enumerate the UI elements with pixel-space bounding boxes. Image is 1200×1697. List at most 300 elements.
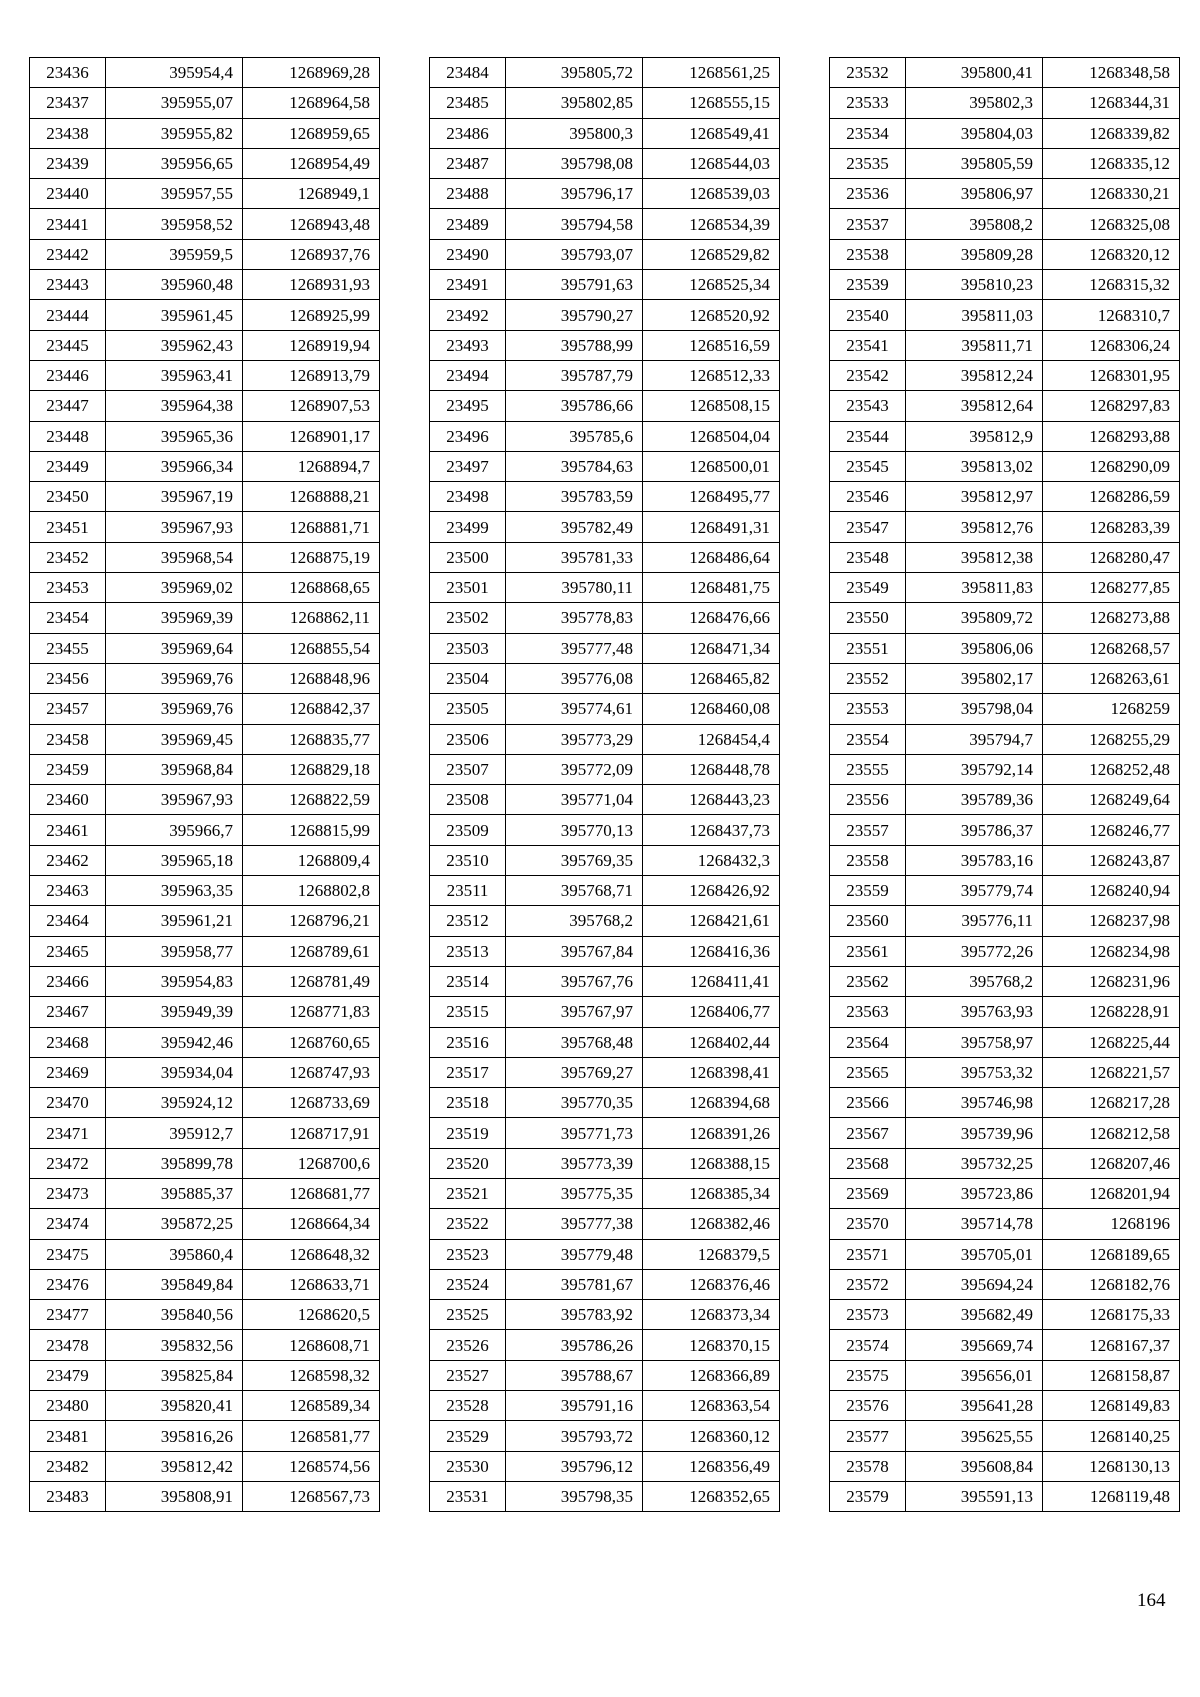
point-number-cell: 23515 xyxy=(430,997,506,1027)
y-coordinate-cell: 1268574,56 xyxy=(243,1451,380,1481)
table-row xyxy=(830,118,1180,148)
y-coordinate-cell: 1268949,1 xyxy=(243,179,380,209)
x-coordinate-cell: 395942,46 xyxy=(106,1027,243,1057)
point-number-cell: 23436 xyxy=(30,58,106,88)
y-coordinate-cell: 1268581,77 xyxy=(243,1421,380,1451)
x-coordinate-cell: 395969,64 xyxy=(106,633,243,663)
x-coordinate-cell: 395812,64 xyxy=(906,391,1043,421)
y-coordinate-cell: 1268512,33 xyxy=(643,360,780,390)
point-number-cell: 23473 xyxy=(30,1178,106,1208)
y-coordinate-cell: 1268789,61 xyxy=(243,936,380,966)
y-coordinate-cell: 1268263,61 xyxy=(1043,663,1180,693)
y-coordinate-cell: 1268402,44 xyxy=(643,1027,780,1057)
x-coordinate-cell: 395772,26 xyxy=(906,936,1043,966)
point-number-cell: 23446 xyxy=(30,360,106,390)
x-coordinate-cell: 395849,84 xyxy=(106,1269,243,1299)
y-coordinate-cell: 1268388,15 xyxy=(643,1148,780,1178)
x-coordinate-cell: 395768,71 xyxy=(506,876,643,906)
point-number-cell: 23521 xyxy=(430,1178,506,1208)
y-coordinate-cell: 1268907,53 xyxy=(243,391,380,421)
x-coordinate-cell: 395967,93 xyxy=(106,512,243,542)
x-coordinate-cell: 395714,78 xyxy=(906,1209,1043,1239)
x-coordinate-cell: 395763,93 xyxy=(906,997,1043,1027)
table-row xyxy=(830,573,1180,603)
x-coordinate-cell: 395798,08 xyxy=(506,148,643,178)
table-row xyxy=(30,1421,380,1451)
table-row xyxy=(830,785,1180,815)
table-row xyxy=(430,936,780,966)
y-coordinate-cell: 1268335,12 xyxy=(1043,148,1180,178)
point-number-cell: 23514 xyxy=(430,966,506,996)
y-coordinate-cell: 1268733,69 xyxy=(243,1088,380,1118)
y-coordinate-cell: 1268529,82 xyxy=(643,239,780,269)
y-coordinate-cell: 1268348,58 xyxy=(1043,58,1180,88)
point-number-cell: 23510 xyxy=(430,845,506,875)
y-coordinate-cell: 1268608,71 xyxy=(243,1330,380,1360)
point-number-cell: 23438 xyxy=(30,118,106,148)
point-number-cell: 23452 xyxy=(30,542,106,572)
table-row xyxy=(830,239,1180,269)
point-number-cell: 23467 xyxy=(30,997,106,1027)
y-coordinate-cell: 1268476,66 xyxy=(643,603,780,633)
point-number-cell: 23451 xyxy=(30,512,106,542)
y-coordinate-cell: 1268255,29 xyxy=(1043,724,1180,754)
y-coordinate-cell: 1268119,48 xyxy=(1043,1481,1180,1511)
table-row xyxy=(830,966,1180,996)
y-coordinate-cell: 1268539,03 xyxy=(643,179,780,209)
x-coordinate-cell: 395969,45 xyxy=(106,724,243,754)
x-coordinate-cell: 395778,83 xyxy=(506,603,643,633)
point-number-cell: 23537 xyxy=(830,209,906,239)
x-coordinate-cell: 395793,72 xyxy=(506,1421,643,1451)
point-number-cell: 23461 xyxy=(30,815,106,845)
point-number-cell: 23492 xyxy=(430,300,506,330)
table-row xyxy=(830,906,1180,936)
point-number-cell: 23465 xyxy=(30,936,106,966)
y-coordinate-cell: 1268544,03 xyxy=(643,148,780,178)
point-number-cell: 23536 xyxy=(830,179,906,209)
point-number-cell: 23538 xyxy=(830,239,906,269)
table-row xyxy=(30,542,380,572)
point-number-cell: 23478 xyxy=(30,1330,106,1360)
x-coordinate-cell: 395825,84 xyxy=(106,1360,243,1390)
x-coordinate-cell: 395788,99 xyxy=(506,330,643,360)
page-number: 164 xyxy=(1137,1590,1166,1611)
table-row xyxy=(430,966,780,996)
table-row xyxy=(430,1360,780,1390)
table-row xyxy=(830,58,1180,88)
y-coordinate-cell: 1268894,7 xyxy=(243,451,380,481)
x-coordinate-cell: 395958,77 xyxy=(106,936,243,966)
point-number-cell: 23474 xyxy=(30,1209,106,1239)
x-coordinate-cell: 395656,01 xyxy=(906,1360,1043,1390)
y-coordinate-cell: 1268286,59 xyxy=(1043,482,1180,512)
point-number-cell: 23539 xyxy=(830,270,906,300)
y-coordinate-cell: 1268598,32 xyxy=(243,1360,380,1390)
table-row xyxy=(430,724,780,754)
table-row xyxy=(30,966,380,996)
x-coordinate-cell: 395771,04 xyxy=(506,785,643,815)
x-coordinate-cell: 395773,29 xyxy=(506,724,643,754)
x-coordinate-cell: 395746,98 xyxy=(906,1088,1043,1118)
point-number-cell: 23519 xyxy=(430,1118,506,1148)
table-row xyxy=(430,179,780,209)
point-number-cell: 23489 xyxy=(430,209,506,239)
table-row xyxy=(30,1451,380,1481)
point-number-cell: 23569 xyxy=(830,1178,906,1208)
point-number-cell: 23511 xyxy=(430,876,506,906)
y-coordinate-cell: 1268344,31 xyxy=(1043,88,1180,118)
table-row xyxy=(830,936,1180,966)
x-coordinate-cell: 395968,54 xyxy=(106,542,243,572)
x-coordinate-cell: 395786,26 xyxy=(506,1330,643,1360)
point-number-cell: 23476 xyxy=(30,1269,106,1299)
table-row xyxy=(430,330,780,360)
x-coordinate-cell: 395787,79 xyxy=(506,360,643,390)
x-coordinate-cell: 395753,32 xyxy=(906,1057,1043,1087)
y-coordinate-cell: 1268385,34 xyxy=(643,1178,780,1208)
point-number-cell: 23498 xyxy=(430,482,506,512)
table-row xyxy=(830,1088,1180,1118)
table-row xyxy=(30,300,380,330)
x-coordinate-cell: 395805,72 xyxy=(506,58,643,88)
y-coordinate-cell: 1268969,28 xyxy=(243,58,380,88)
y-coordinate-cell: 1268130,13 xyxy=(1043,1451,1180,1481)
table-row xyxy=(30,421,380,451)
x-coordinate-cell: 395809,72 xyxy=(906,603,1043,633)
y-coordinate-cell: 1268520,92 xyxy=(643,300,780,330)
point-number-cell: 23437 xyxy=(30,88,106,118)
table-row xyxy=(430,421,780,451)
y-coordinate-cell: 1268842,37 xyxy=(243,694,380,724)
table-row xyxy=(430,542,780,572)
point-number-cell: 23477 xyxy=(30,1300,106,1330)
y-coordinate-cell: 1268201,94 xyxy=(1043,1178,1180,1208)
x-coordinate-cell: 395758,97 xyxy=(906,1027,1043,1057)
table-row xyxy=(30,179,380,209)
point-number-cell: 23513 xyxy=(430,936,506,966)
table-row xyxy=(430,1300,780,1330)
point-number-cell: 23505 xyxy=(430,694,506,724)
y-coordinate-cell: 1268465,82 xyxy=(643,663,780,693)
y-coordinate-cell: 1268504,04 xyxy=(643,421,780,451)
x-coordinate-cell: 395966,7 xyxy=(106,815,243,845)
y-coordinate-cell: 1268959,65 xyxy=(243,118,380,148)
y-coordinate-cell: 1268283,39 xyxy=(1043,512,1180,542)
y-coordinate-cell: 1268881,71 xyxy=(243,512,380,542)
point-number-cell: 23566 xyxy=(830,1088,906,1118)
x-coordinate-cell: 395798,04 xyxy=(906,694,1043,724)
y-coordinate-cell: 1268954,49 xyxy=(243,148,380,178)
table-row xyxy=(30,270,380,300)
y-coordinate-cell: 1268486,64 xyxy=(643,542,780,572)
x-coordinate-cell: 395934,04 xyxy=(106,1057,243,1087)
y-coordinate-cell: 1268411,41 xyxy=(643,966,780,996)
point-number-cell: 23517 xyxy=(430,1057,506,1087)
y-coordinate-cell: 1268252,48 xyxy=(1043,754,1180,784)
point-number-cell: 23530 xyxy=(430,1451,506,1481)
point-number-cell: 23499 xyxy=(430,512,506,542)
table-row xyxy=(30,451,380,481)
y-coordinate-cell: 1268454,4 xyxy=(643,724,780,754)
point-number-cell: 23460 xyxy=(30,785,106,815)
x-coordinate-cell: 395772,09 xyxy=(506,754,643,784)
table-row xyxy=(30,1148,380,1178)
table-row xyxy=(430,239,780,269)
table-row xyxy=(830,876,1180,906)
point-number-cell: 23441 xyxy=(30,209,106,239)
table-row xyxy=(830,1209,1180,1239)
y-coordinate-cell: 1268360,12 xyxy=(643,1421,780,1451)
y-coordinate-cell: 1268325,08 xyxy=(1043,209,1180,239)
y-coordinate-cell: 1268182,76 xyxy=(1043,1269,1180,1299)
point-number-cell: 23482 xyxy=(30,1451,106,1481)
y-coordinate-cell: 1268149,83 xyxy=(1043,1391,1180,1421)
y-coordinate-cell: 1268700,6 xyxy=(243,1148,380,1178)
table-row xyxy=(30,512,380,542)
y-coordinate-cell: 1268330,21 xyxy=(1043,179,1180,209)
point-number-cell: 23454 xyxy=(30,603,106,633)
x-coordinate-cell: 395961,45 xyxy=(106,300,243,330)
y-coordinate-cell: 1268835,77 xyxy=(243,724,380,754)
table-row xyxy=(830,1057,1180,1087)
y-coordinate-cell: 1268373,34 xyxy=(643,1300,780,1330)
point-number-cell: 23524 xyxy=(430,1269,506,1299)
x-coordinate-cell: 395962,43 xyxy=(106,330,243,360)
x-coordinate-cell: 395965,18 xyxy=(106,845,243,875)
coordinate-table-1 xyxy=(29,57,380,1512)
y-coordinate-cell: 1268228,91 xyxy=(1043,997,1180,1027)
point-number-cell: 23560 xyxy=(830,906,906,936)
y-coordinate-cell: 1268943,48 xyxy=(243,209,380,239)
point-number-cell: 23506 xyxy=(430,724,506,754)
table-row xyxy=(30,785,380,815)
x-coordinate-cell: 395732,25 xyxy=(906,1148,1043,1178)
x-coordinate-cell: 395956,65 xyxy=(106,148,243,178)
x-coordinate-cell: 395777,48 xyxy=(506,633,643,663)
point-number-cell: 23546 xyxy=(830,482,906,512)
x-coordinate-cell: 395912,7 xyxy=(106,1118,243,1148)
table-row xyxy=(430,694,780,724)
y-coordinate-cell: 1268862,11 xyxy=(243,603,380,633)
x-coordinate-cell: 395812,24 xyxy=(906,360,1043,390)
point-number-cell: 23494 xyxy=(430,360,506,390)
x-coordinate-cell: 395625,55 xyxy=(906,1421,1043,1451)
y-coordinate-cell: 1268561,25 xyxy=(643,58,780,88)
table-row xyxy=(30,906,380,936)
x-coordinate-cell: 395967,19 xyxy=(106,482,243,512)
table-row xyxy=(830,633,1180,663)
point-number-cell: 23550 xyxy=(830,603,906,633)
point-number-cell: 23444 xyxy=(30,300,106,330)
y-coordinate-cell: 1268268,57 xyxy=(1043,633,1180,663)
table-row xyxy=(30,663,380,693)
x-coordinate-cell: 395812,42 xyxy=(106,1451,243,1481)
x-coordinate-cell: 395959,5 xyxy=(106,239,243,269)
y-coordinate-cell: 1268620,5 xyxy=(243,1300,380,1330)
y-coordinate-cell: 1268919,94 xyxy=(243,330,380,360)
x-coordinate-cell: 395794,58 xyxy=(506,209,643,239)
x-coordinate-cell: 395774,61 xyxy=(506,694,643,724)
y-coordinate-cell: 1268315,32 xyxy=(1043,270,1180,300)
table-row xyxy=(830,270,1180,300)
point-number-cell: 23571 xyxy=(830,1239,906,1269)
y-coordinate-cell: 1268225,44 xyxy=(1043,1027,1180,1057)
table-row xyxy=(30,1391,380,1421)
point-number-cell: 23531 xyxy=(430,1481,506,1511)
table-row xyxy=(830,391,1180,421)
table-row xyxy=(430,1178,780,1208)
x-coordinate-cell: 395788,67 xyxy=(506,1360,643,1390)
table-row xyxy=(430,1451,780,1481)
table-row xyxy=(30,58,380,88)
table-row xyxy=(430,845,780,875)
y-coordinate-cell: 1268379,5 xyxy=(643,1239,780,1269)
table-row xyxy=(430,1148,780,1178)
point-number-cell: 23516 xyxy=(430,1027,506,1057)
point-number-cell: 23561 xyxy=(830,936,906,966)
table-row xyxy=(830,482,1180,512)
table-row xyxy=(30,1330,380,1360)
point-number-cell: 23534 xyxy=(830,118,906,148)
x-coordinate-cell: 395964,38 xyxy=(106,391,243,421)
table-body xyxy=(30,58,380,1512)
y-coordinate-cell: 1268432,3 xyxy=(643,845,780,875)
table-row xyxy=(430,603,780,633)
x-coordinate-cell: 395820,41 xyxy=(106,1391,243,1421)
y-coordinate-cell: 1268534,39 xyxy=(643,209,780,239)
y-coordinate-cell: 1268471,34 xyxy=(643,633,780,663)
point-number-cell: 23469 xyxy=(30,1057,106,1087)
x-coordinate-cell: 395840,56 xyxy=(106,1300,243,1330)
table-row xyxy=(830,754,1180,784)
point-number-cell: 23450 xyxy=(30,482,106,512)
y-coordinate-cell: 1268875,19 xyxy=(243,542,380,572)
y-coordinate-cell: 1268293,88 xyxy=(1043,421,1180,451)
x-coordinate-cell: 395949,39 xyxy=(106,997,243,1027)
point-number-cell: 23500 xyxy=(430,542,506,572)
point-number-cell: 23493 xyxy=(430,330,506,360)
coordinate-table-3 xyxy=(829,57,1180,1512)
x-coordinate-cell: 395773,39 xyxy=(506,1148,643,1178)
table-row xyxy=(30,88,380,118)
point-number-cell: 23545 xyxy=(830,451,906,481)
table-row xyxy=(830,663,1180,693)
y-coordinate-cell: 1268855,54 xyxy=(243,633,380,663)
table-row xyxy=(830,1330,1180,1360)
y-coordinate-cell: 1268421,61 xyxy=(643,906,780,936)
x-coordinate-cell: 395885,37 xyxy=(106,1178,243,1208)
x-coordinate-cell: 395781,67 xyxy=(506,1269,643,1299)
y-coordinate-cell: 1268589,34 xyxy=(243,1391,380,1421)
table-row xyxy=(430,270,780,300)
table-row xyxy=(30,1027,380,1057)
x-coordinate-cell: 395860,4 xyxy=(106,1239,243,1269)
y-coordinate-cell: 1268829,18 xyxy=(243,754,380,784)
table-row xyxy=(430,754,780,784)
point-number-cell: 23572 xyxy=(830,1269,906,1299)
table-row xyxy=(830,512,1180,542)
x-coordinate-cell: 395806,06 xyxy=(906,633,1043,663)
table-row xyxy=(430,1421,780,1451)
table-row xyxy=(30,1178,380,1208)
table-row xyxy=(430,633,780,663)
table-row xyxy=(430,1239,780,1269)
point-number-cell: 23468 xyxy=(30,1027,106,1057)
x-coordinate-cell: 395794,7 xyxy=(906,724,1043,754)
point-number-cell: 23533 xyxy=(830,88,906,118)
point-number-cell: 23568 xyxy=(830,1148,906,1178)
table-row xyxy=(830,1178,1180,1208)
point-number-cell: 23525 xyxy=(430,1300,506,1330)
table-row xyxy=(830,209,1180,239)
point-number-cell: 23555 xyxy=(830,754,906,784)
y-coordinate-cell: 1268901,17 xyxy=(243,421,380,451)
point-number-cell: 23458 xyxy=(30,724,106,754)
x-coordinate-cell: 395957,55 xyxy=(106,179,243,209)
table-row xyxy=(30,482,380,512)
x-coordinate-cell: 395954,4 xyxy=(106,58,243,88)
y-coordinate-cell: 1268802,8 xyxy=(243,876,380,906)
point-number-cell: 23574 xyxy=(830,1330,906,1360)
y-coordinate-cell: 1268240,94 xyxy=(1043,876,1180,906)
point-number-cell: 23472 xyxy=(30,1148,106,1178)
y-coordinate-cell: 1268280,47 xyxy=(1043,542,1180,572)
point-number-cell: 23577 xyxy=(830,1421,906,1451)
x-coordinate-cell: 395899,78 xyxy=(106,1148,243,1178)
x-coordinate-cell: 395782,49 xyxy=(506,512,643,542)
point-number-cell: 23542 xyxy=(830,360,906,390)
point-number-cell: 23575 xyxy=(830,1360,906,1390)
point-number-cell: 23509 xyxy=(430,815,506,845)
table-row xyxy=(430,482,780,512)
x-coordinate-cell: 395641,28 xyxy=(906,1391,1043,1421)
y-coordinate-cell: 1268391,26 xyxy=(643,1118,780,1148)
table-row xyxy=(830,694,1180,724)
x-coordinate-cell: 395783,59 xyxy=(506,482,643,512)
y-coordinate-cell: 1268809,4 xyxy=(243,845,380,875)
x-coordinate-cell: 395796,17 xyxy=(506,179,643,209)
table-row xyxy=(430,997,780,1027)
y-coordinate-cell: 1268212,58 xyxy=(1043,1118,1180,1148)
y-coordinate-cell: 1268394,68 xyxy=(643,1088,780,1118)
x-coordinate-cell: 395767,84 xyxy=(506,936,643,966)
x-coordinate-cell: 395955,82 xyxy=(106,118,243,148)
y-coordinate-cell: 1268781,49 xyxy=(243,966,380,996)
table-row xyxy=(30,360,380,390)
table-row xyxy=(30,118,380,148)
table-row xyxy=(430,785,780,815)
y-coordinate-cell: 1268868,65 xyxy=(243,573,380,603)
y-coordinate-cell: 1268234,98 xyxy=(1043,936,1180,966)
point-number-cell: 23497 xyxy=(430,451,506,481)
point-number-cell: 23486 xyxy=(430,118,506,148)
x-coordinate-cell: 395924,12 xyxy=(106,1088,243,1118)
point-number-cell: 23565 xyxy=(830,1057,906,1087)
table-row xyxy=(830,421,1180,451)
y-coordinate-cell: 1268760,65 xyxy=(243,1027,380,1057)
table-row xyxy=(830,179,1180,209)
x-coordinate-cell: 395768,2 xyxy=(906,966,1043,996)
x-coordinate-cell: 395739,96 xyxy=(906,1118,1043,1148)
x-coordinate-cell: 395960,48 xyxy=(106,270,243,300)
x-coordinate-cell: 395812,97 xyxy=(906,482,1043,512)
point-number-cell: 23501 xyxy=(430,573,506,603)
table-row xyxy=(30,724,380,754)
x-coordinate-cell: 395806,97 xyxy=(906,179,1043,209)
table-row xyxy=(830,815,1180,845)
point-number-cell: 23570 xyxy=(830,1209,906,1239)
